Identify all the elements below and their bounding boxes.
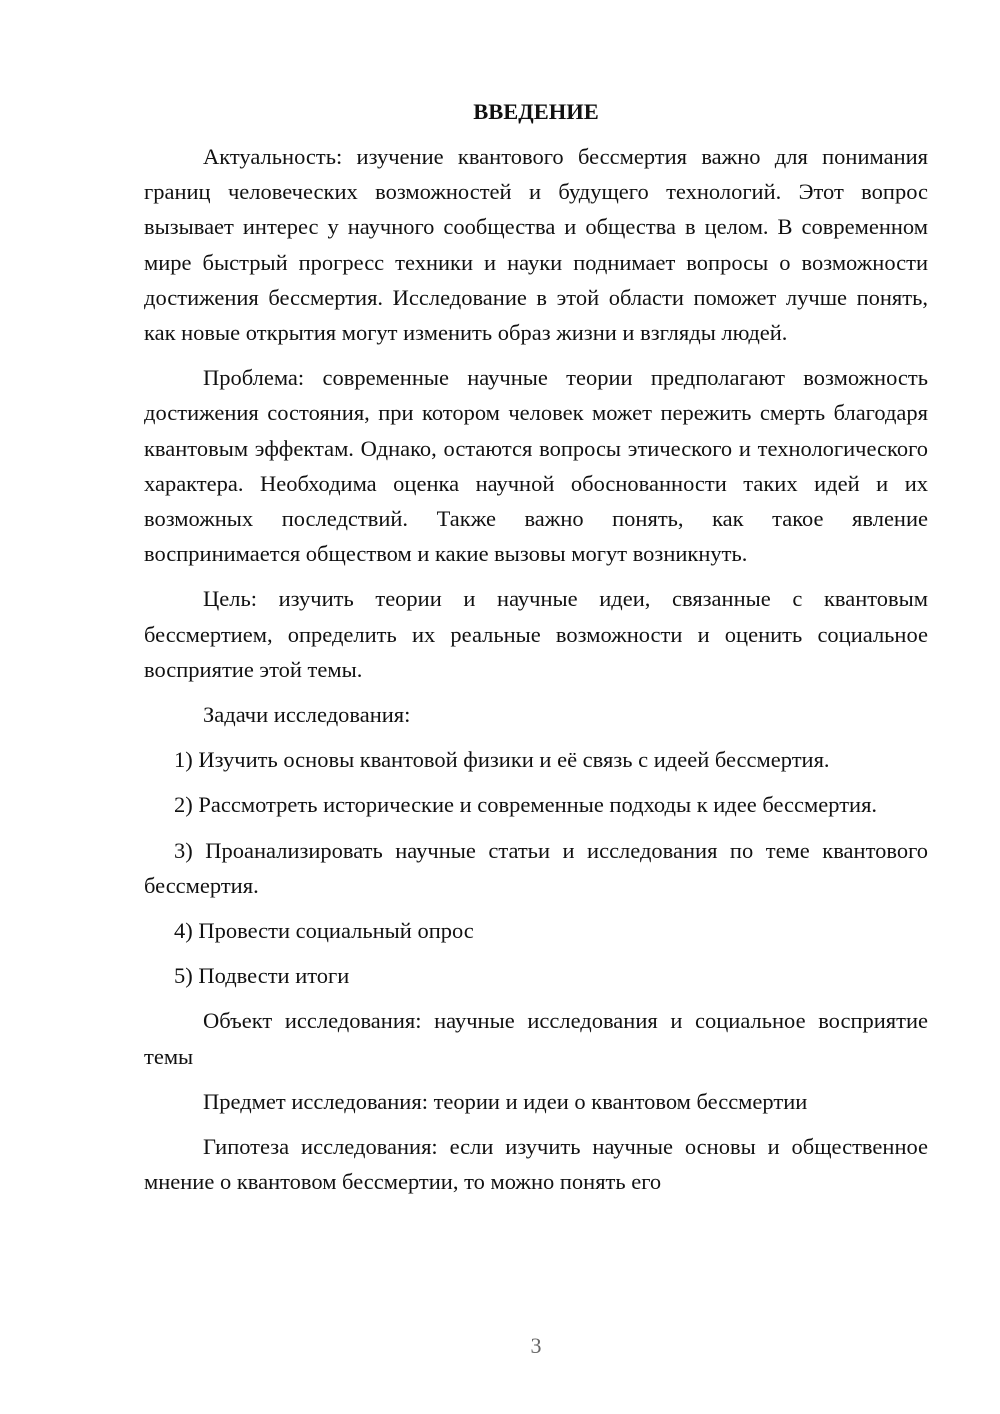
section-title: ВВЕДЕНИЕ bbox=[473, 99, 599, 124]
task-item-4: 4) Провести социальный опрос bbox=[174, 918, 474, 944]
paragraph-problem: Проблема: современные научные теории предполагают возможность достижения состояния, при котором человек может пережить смерть благодаря квантовым эффектам. Однако, остаются вопросы этического и технологического характера. Необходима оценка научной обоснованности таких идей и их возможных последствий. Также важно понять, как такое явление воспринимается обществом и какие вызовы могут возникнуть. bbox=[144, 365, 928, 567]
task-item-1: 1) Изучить основы квантовой физики и её связь с идеей бессмертия. bbox=[174, 747, 830, 773]
task-item-2: 2) Рассмотреть исторические и современные подходы к идее бессмертия. bbox=[174, 792, 878, 818]
paragraph-hypothesis: Гипотеза исследования: если изучить научные основы и общественное мнение о квантовом бессмертии, то можно понять его bbox=[144, 1134, 928, 1195]
page-number: 3 bbox=[530, 1333, 542, 1358]
task-item-3: 3) Проанализировать научные статьи и исследования по теме квантового бессмертия. bbox=[144, 837, 928, 898]
page-content bbox=[144, 94, 928, 1209]
paragraph-relevance: Актуальность: изучение квантового бессмертия важно для понимания границ человеческих возможностей и будущего технологий. Этот вопрос вызывает интерес у научного сообщества и общества в целом. В современном мире быстрый прогресс техники и науки поднимает вопросы о возможности достижения бессмертия. Исследование в этой области поможет лучше понять, как новые открытия могут изменить образ жизни и взгляды людей. bbox=[144, 144, 928, 346]
paragraph-subject: Предмет исследования: теории и идеи о квантовом бессмертии bbox=[203, 1088, 808, 1114]
paragraph-goal: Цель: изучить теории и научные идеи, связанные с квантовым бессмертием, определить их реальные возможности и оценить социальное восприятие этой темы. bbox=[144, 586, 928, 682]
paragraph-tasks-heading: Задачи исследования: bbox=[203, 702, 411, 728]
paragraph-object: Объект исследования: научные исследования и социальное восприятие темы bbox=[144, 1008, 928, 1069]
task-item-5: 5) Подвести итоги bbox=[174, 963, 350, 989]
